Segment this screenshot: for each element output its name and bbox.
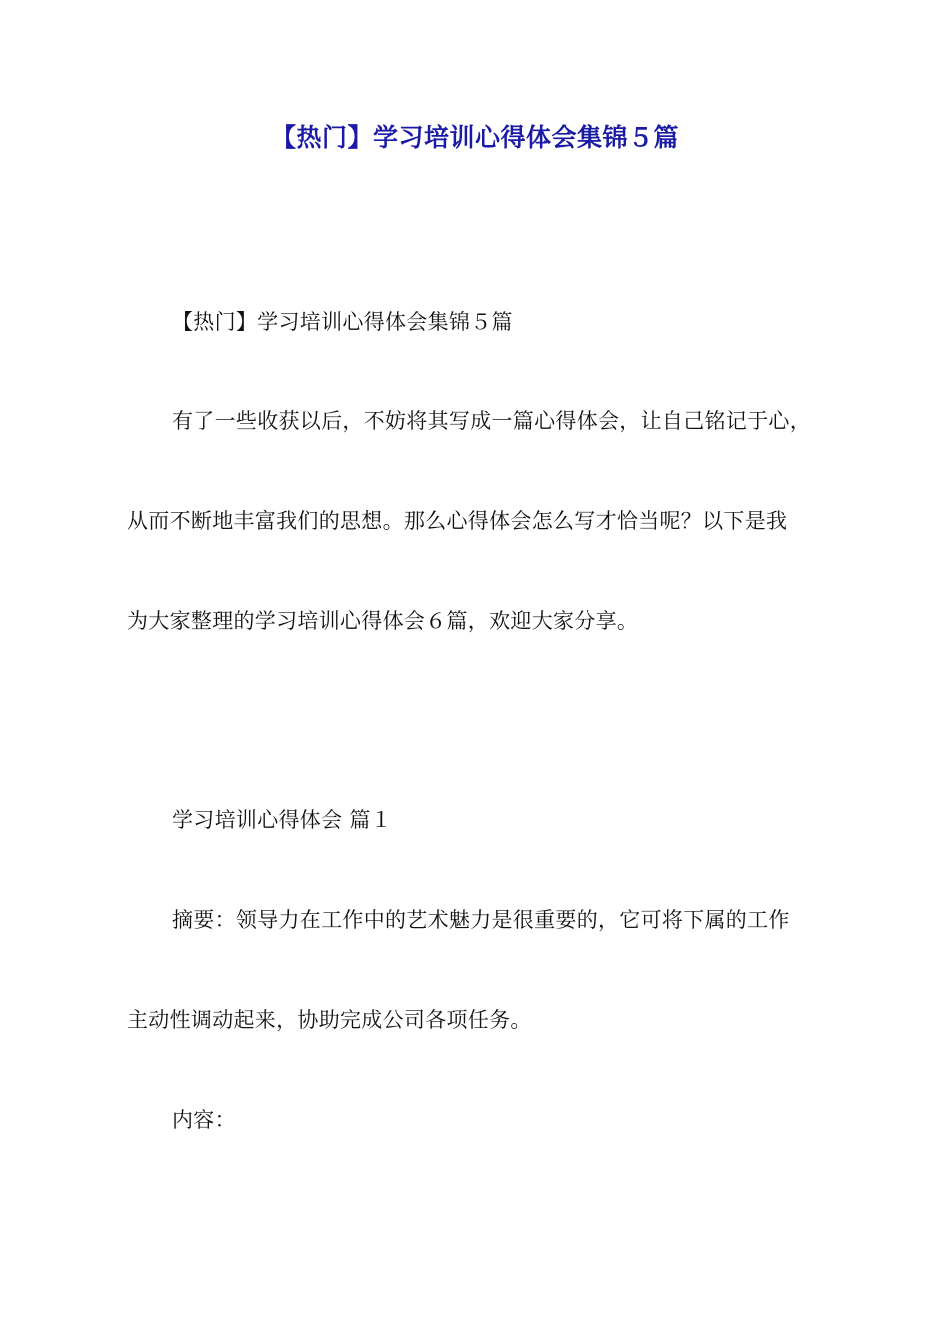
paragraph-line: 有了一些收获以后，不妨将其写成一篇心得体会，让自己铭记于心， <box>172 409 811 433</box>
paragraph-line: 从而不断地丰富我们的思想。那么心得体会怎么写才恰当呢？以下是我 <box>127 509 788 533</box>
document-title: 【热门】学习培训心得体会集锦５篇 <box>270 123 679 152</box>
paragraph-line: 主动性调动起来，协助完成公司各项任务。 <box>127 1008 532 1032</box>
intro-heading: 【热门】学习培训心得体会集锦５篇 <box>172 310 513 334</box>
paragraph-line: 摘要：领导力在工作中的艺术魅力是很重要的，它可将下属的工作 <box>172 908 790 932</box>
content-label: 内容： <box>172 1108 236 1132</box>
paragraph-line: 为大家整理的学习培训心得体会６篇，欢迎大家分享。 <box>127 609 639 633</box>
section-heading: 学习培训心得体会 篇１ <box>172 808 392 832</box>
